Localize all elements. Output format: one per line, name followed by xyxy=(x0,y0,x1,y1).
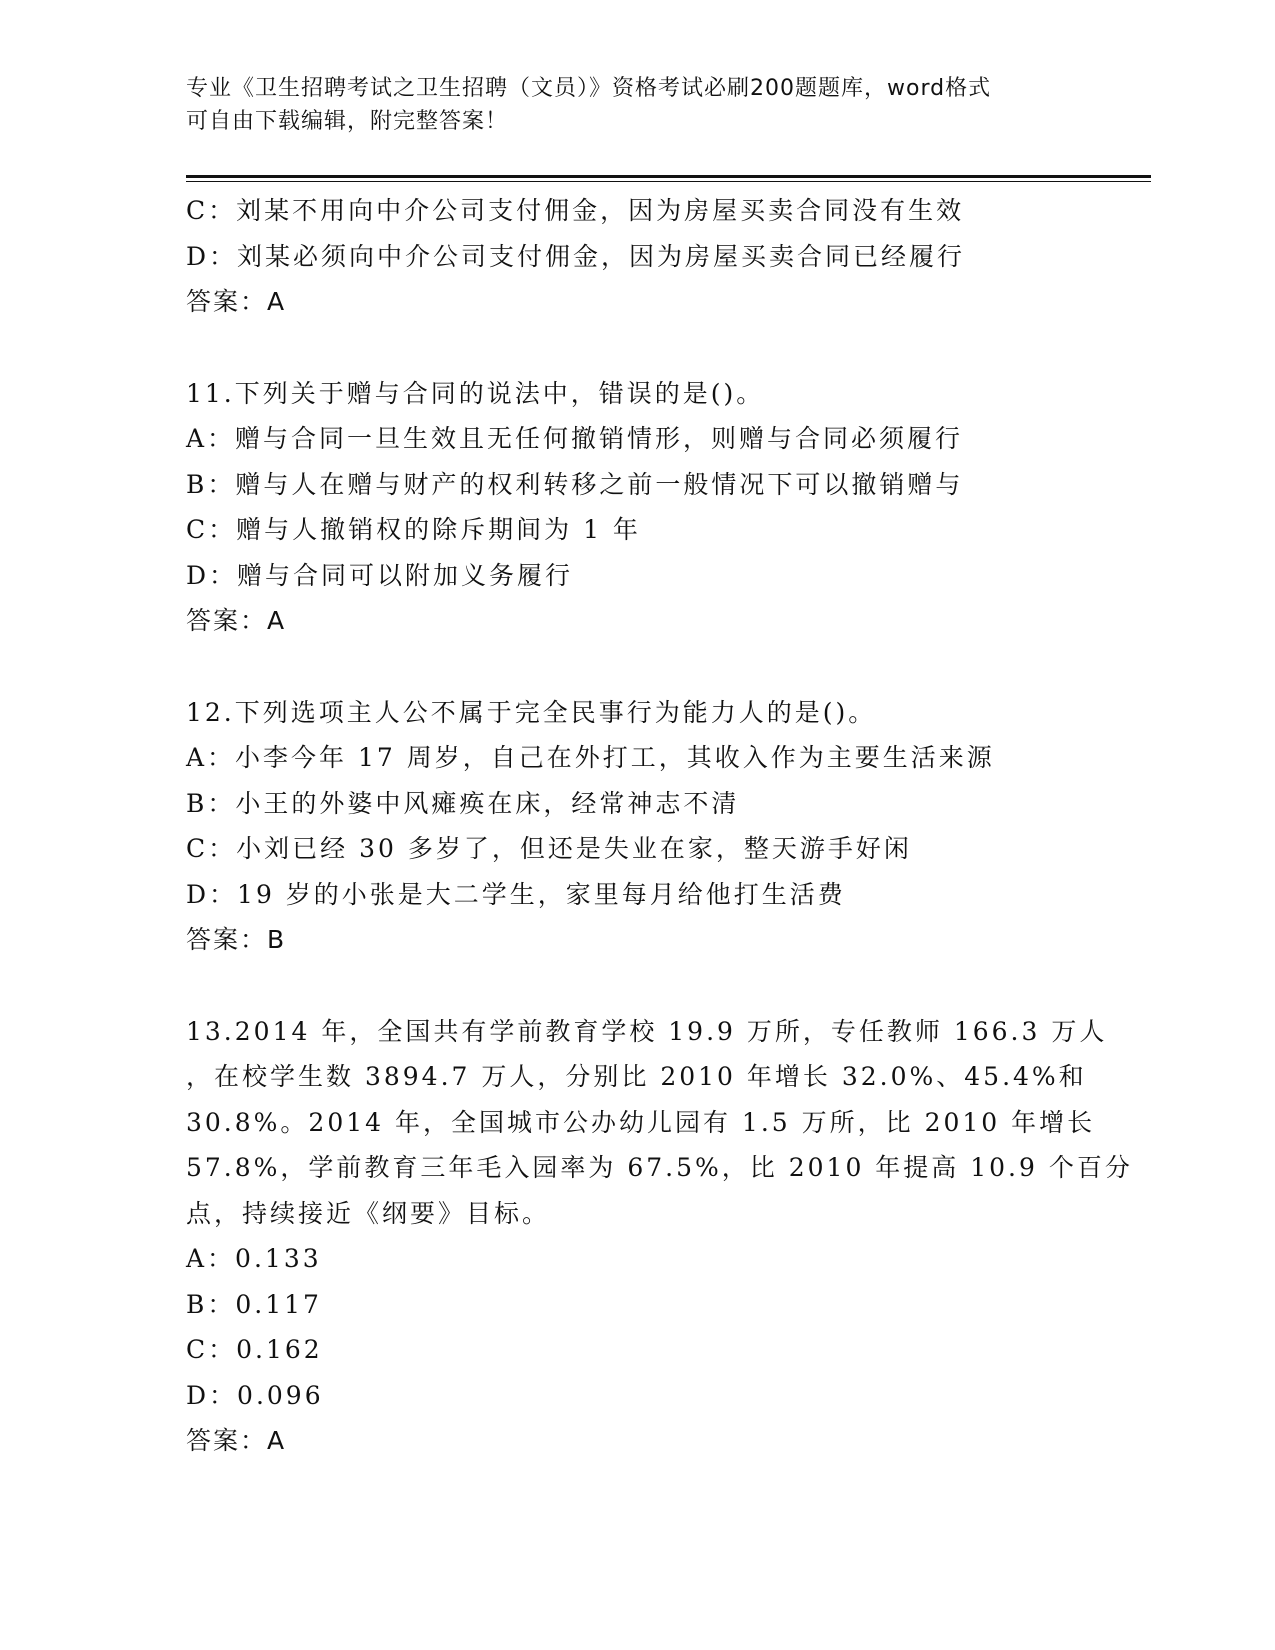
answer-label: 答案：A xyxy=(186,606,287,635)
option-d: D：赠与合同可以附加义务履行 xyxy=(186,560,574,590)
header-rule-thick xyxy=(186,175,1151,178)
question-stem-line: 30.8%。2014 年，全国城市公办幼儿园有 1.5 万所，比 2010 年增长 xyxy=(186,1107,1096,1137)
option-d: D：0.096 xyxy=(186,1380,324,1410)
question-12 xyxy=(186,690,1066,963)
answer-label: 答案：B xyxy=(186,925,287,954)
option-b: B：小王的外婆中风瘫痪在床，经常神志不清 xyxy=(186,788,740,818)
header-rule-thin xyxy=(186,181,1151,182)
option-c: C：0.162 xyxy=(186,1335,323,1364)
answer-label: 答案：A xyxy=(186,1426,287,1455)
option-d: D：刘某必须向中介公司支付佣金，因为房屋买卖合同已经履行 xyxy=(186,241,966,271)
option-c: C：小刘已经 30 多岁了，但还是失业在家，整天游手好闲 xyxy=(186,834,912,863)
option-c: C：赠与人撤销权的除斥期间为 1 年 xyxy=(186,515,641,544)
option-a: A：赠与合同一旦生效且无任何撤销情形，则赠与合同必须履行 xyxy=(186,424,964,453)
question-stem-line: 13.2014 年，全国共有学前教育学校 19.9 万所，专任教师 166.3 万人 xyxy=(186,1016,1108,1046)
option-a: A：0.133 xyxy=(186,1244,322,1273)
question-stem-line: 点，持续接近《纲要》目标。 xyxy=(186,1198,551,1228)
answer-label: 答案：A xyxy=(186,287,287,316)
option-c: C：刘某不用向中介公司支付佣金，因为房屋买卖合同没有生效 xyxy=(186,196,965,225)
header-title-line-2: 可自由下载编辑，附完整答案！ xyxy=(186,109,509,134)
question-11 xyxy=(186,371,1066,644)
option-d: D：19 岁的小张是大二学生，家里每月给他打生活费 xyxy=(186,879,846,909)
option-a: A：小李今年 17 周岁，自己在外打工，其收入作为主要生活来源 xyxy=(186,743,995,772)
question-13 xyxy=(186,1009,1133,1464)
option-b: B：赠与人在赠与财产的权利转移之前一般情况下可以撤销赠与 xyxy=(186,469,964,499)
question-stem: 11.下列关于赠与合同的说法中，错误的是()。 xyxy=(186,378,765,408)
question-list xyxy=(186,188,1133,1464)
document-header xyxy=(186,72,1066,138)
header-title-line-1: 专业《卫生招聘考试之卫生招聘（文员）》资格考试必刷200题题库，word格式 xyxy=(186,76,992,101)
question-stem-line: 57.8%，学前教育三年毛入园率为 67.5%，比 2010 年提高 10.9 个百分 xyxy=(186,1153,1133,1182)
option-b: B：0.117 xyxy=(186,1289,322,1319)
question-10-continued xyxy=(186,188,1066,325)
question-stem-line: ，在校学生数 3894.7 万人，分别比 2010 年增长 32.0%、45.4%和 xyxy=(186,1062,1087,1091)
question-stem: 12.下列选项主人公不属于完全民事行为能力人的是()。 xyxy=(186,697,877,727)
